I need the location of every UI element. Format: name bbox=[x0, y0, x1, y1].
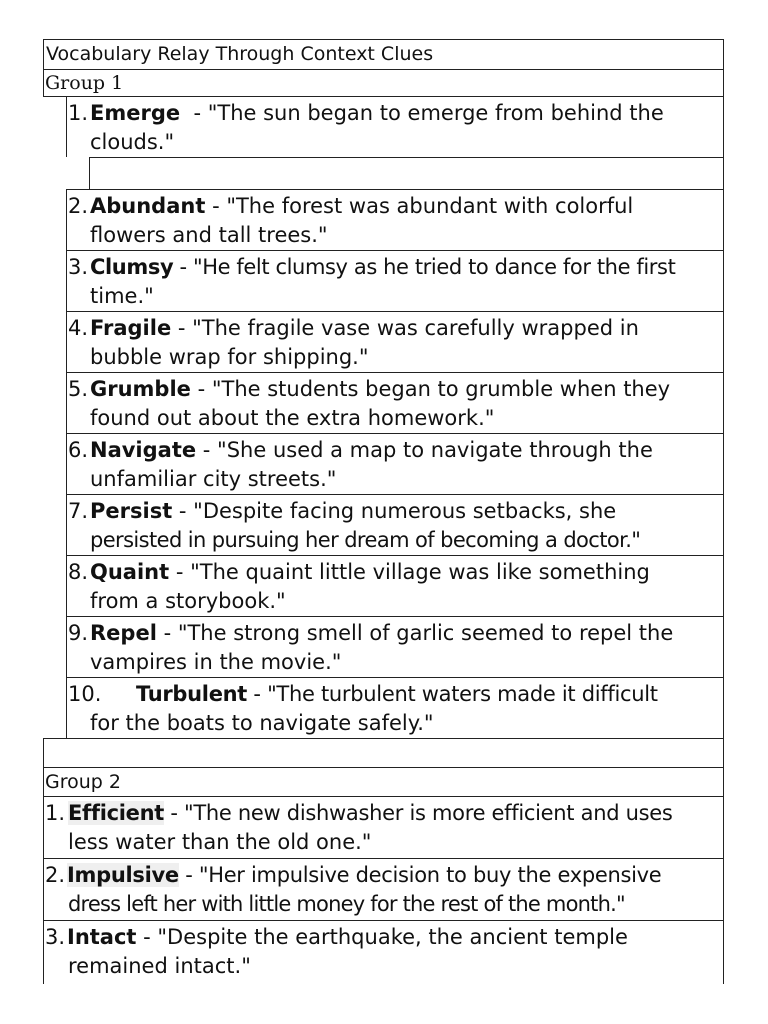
vocab-word: Efficient bbox=[68, 801, 164, 825]
example-sentence-cont: persisted in pursuing her dream of becoming a doctor." bbox=[90, 528, 641, 552]
item-number: 3. bbox=[45, 925, 66, 949]
vocab-word: Intact bbox=[67, 925, 137, 949]
example-sentence: - "The sun began to emerge from behind the bbox=[180, 101, 664, 125]
example-sentence: - "The new dishwasher is more efficient and uses bbox=[164, 801, 673, 825]
row-divider bbox=[66, 433, 724, 434]
item-number: 4. bbox=[68, 316, 89, 340]
example-sentence-cont: flowers and tall trees." bbox=[90, 223, 328, 247]
table-border-left bbox=[43, 39, 44, 97]
group-1-label: Group 1 bbox=[45, 72, 124, 94]
example-sentence-cont: unfamiliar city streets." bbox=[90, 467, 337, 491]
example-sentence-cont: vampires in the movie." bbox=[90, 650, 342, 674]
vocab-word: Abundant bbox=[90, 194, 206, 218]
group-2-label: Group 2 bbox=[45, 771, 121, 793]
example-sentence-cont: bubble wrap for shipping." bbox=[90, 345, 369, 369]
vocab-word: Impulsive bbox=[67, 863, 179, 887]
vocab-word: Repel bbox=[90, 621, 157, 645]
example-sentence: - "The forest was abundant with colorful bbox=[205, 194, 634, 218]
row-divider bbox=[66, 311, 724, 312]
item-number: 5. bbox=[68, 377, 89, 401]
table-border-left bbox=[43, 738, 44, 984]
item-number: 2. bbox=[68, 194, 89, 218]
example-sentence-cont: less water than the old one." bbox=[68, 830, 372, 854]
example-sentence: - "She used a map to navigate through the bbox=[196, 438, 653, 462]
vocab-word: Quaint bbox=[90, 560, 170, 584]
example-sentence: - "Despite facing numerous setbacks, she bbox=[172, 499, 617, 523]
row-divider bbox=[66, 189, 724, 190]
example-sentence: - "Despite the earthquake, the ancient temple bbox=[136, 925, 628, 949]
item-number: 1. bbox=[68, 101, 89, 125]
vocab-word: Clumsy bbox=[90, 255, 174, 279]
item-number: 8. bbox=[68, 560, 89, 584]
table-border-top bbox=[43, 39, 724, 40]
example-sentence: - "The quaint little village was like something bbox=[169, 560, 650, 584]
example-sentence-cont: for the boats to navigate safely." bbox=[90, 711, 434, 735]
document-title: Vocabulary Relay Through Context Clues bbox=[46, 43, 434, 65]
row-divider bbox=[43, 858, 724, 859]
example-sentence-cont: from a storybook." bbox=[90, 589, 286, 613]
vocab-word: Turbulent bbox=[136, 682, 248, 706]
vocab-word: Fragile bbox=[90, 316, 172, 340]
list-item bbox=[68, 375, 722, 433]
row-divider bbox=[43, 920, 724, 921]
empty-cell-top bbox=[89, 157, 724, 158]
item-number: 2. bbox=[45, 863, 66, 887]
nested-table-right bbox=[723, 96, 724, 738]
list-item bbox=[45, 799, 722, 857]
list-item bbox=[68, 192, 722, 250]
example-sentence: - "Her impulsive decision to buy the expensive bbox=[178, 863, 662, 887]
empty-cell-left bbox=[89, 157, 90, 189]
row-divider bbox=[43, 96, 724, 97]
row-divider bbox=[66, 616, 724, 617]
vocab-word: Persist bbox=[90, 499, 173, 523]
list-item bbox=[68, 497, 722, 555]
item-number: 3. bbox=[68, 255, 89, 279]
example-sentence-cont: clouds." bbox=[90, 130, 175, 154]
list-item bbox=[68, 436, 722, 494]
example-sentence-cont: found out about the extra homework." bbox=[90, 406, 495, 430]
row-divider bbox=[66, 677, 724, 678]
example-sentence: - "The fragile vase was carefully wrapped in bbox=[171, 316, 639, 340]
example-sentence: - "The students began to grumble when they bbox=[190, 377, 671, 401]
list-item bbox=[68, 619, 722, 677]
vocab-word: Grumble bbox=[90, 377, 191, 401]
example-sentence: - "He felt clumsy as he tried to dance for the first bbox=[173, 255, 676, 279]
row-divider bbox=[66, 372, 724, 373]
list-item bbox=[45, 923, 722, 981]
list-item bbox=[68, 314, 722, 372]
example-sentence: - "The strong smell of garlic seemed to repel the bbox=[156, 621, 674, 645]
item-number: 1. bbox=[45, 801, 66, 825]
row-divider bbox=[43, 69, 724, 70]
row-divider bbox=[66, 494, 724, 495]
example-sentence-cont: time." bbox=[90, 284, 154, 308]
list-item bbox=[68, 680, 722, 738]
row-divider bbox=[43, 767, 724, 768]
example-sentence-cont: remained intact." bbox=[68, 954, 251, 978]
nested-table-left bbox=[66, 189, 67, 738]
example-sentence: - "The turbulent waters made it difficult bbox=[247, 682, 658, 706]
row-divider bbox=[43, 738, 724, 739]
list-item bbox=[68, 558, 722, 616]
row-divider bbox=[66, 250, 724, 251]
list-item bbox=[68, 99, 722, 157]
list-item bbox=[68, 253, 722, 311]
vocab-word: Navigate bbox=[90, 438, 197, 462]
item-number: 10. bbox=[68, 682, 102, 706]
vocab-word: Emerge bbox=[90, 101, 181, 125]
list-item bbox=[45, 861, 722, 919]
table-border-right bbox=[723, 738, 724, 984]
example-sentence-cont: dress left her with little money for the rest of the month." bbox=[68, 892, 625, 916]
item-number: 6. bbox=[68, 438, 89, 462]
row-divider bbox=[43, 796, 724, 797]
nested-table-left bbox=[66, 96, 67, 157]
item-number: 9. bbox=[68, 621, 89, 645]
row-divider bbox=[66, 555, 724, 556]
item-number: 7. bbox=[68, 499, 89, 523]
